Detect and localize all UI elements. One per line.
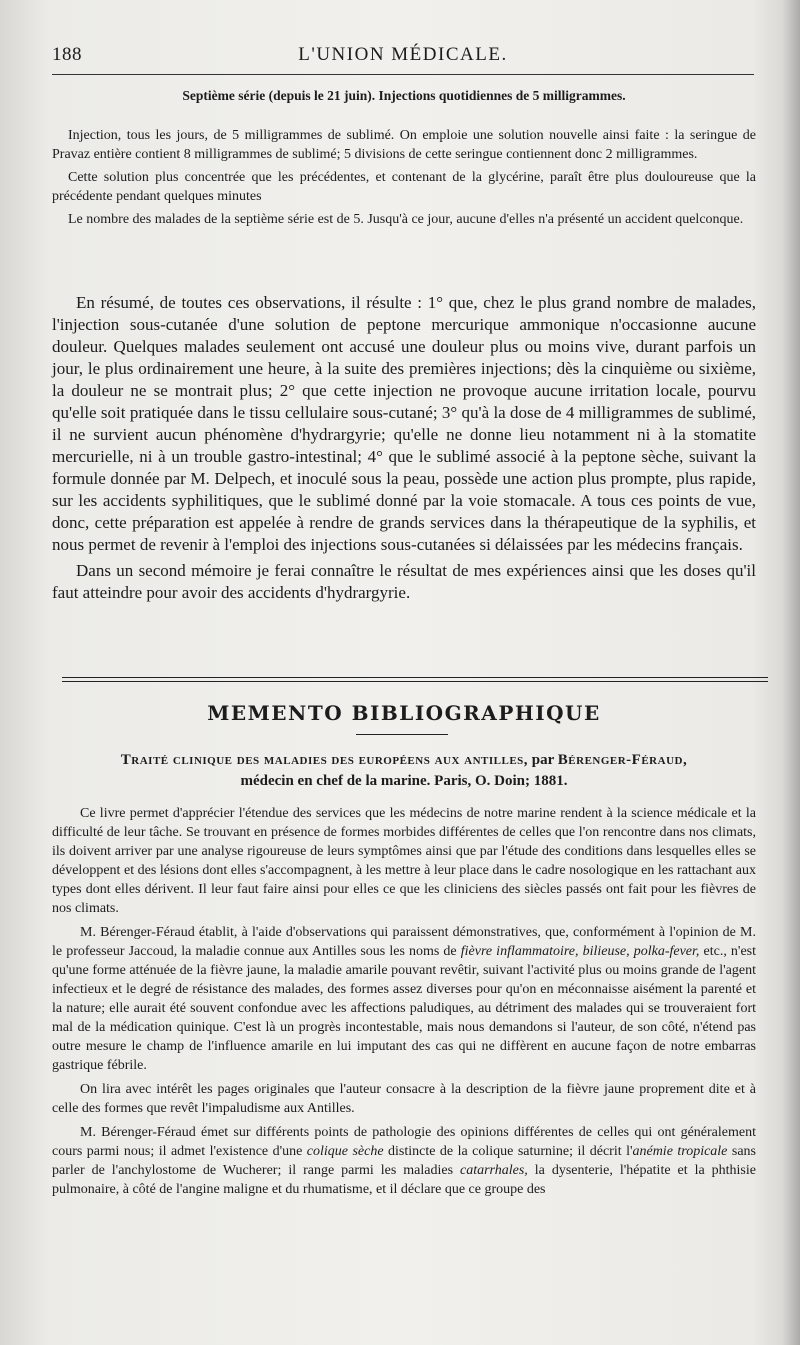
section-title: MEMENTO BIBLIOGRAPHIQUE <box>207 701 601 725</box>
series-paragraph-3: Le nombre des malades de la septième série est de 5. Jusqu'à ce jour, aucune d'elles n'a présenté un accident quelconque. <box>68 212 744 227</box>
review-p4-text-c: sans parler de l'anchylostome de Wucherer; il range parmi les maladies <box>52 1144 756 1178</box>
page-number: 188 <box>52 44 82 65</box>
review-paragraph-4 <box>52 1123 756 1199</box>
series-section <box>52 126 756 233</box>
review-p4-text-a: M. Bérenger-Féraud émet sur différents points de pathologie des opinions différentes de celles qui ont généralement cours parmi nous; il admet l'existence d'une <box>52 1125 756 1159</box>
header-rule <box>52 74 754 75</box>
review-p4-text-d: la dysenterie, l'hépatite et la phthisie pulmonaire, à côté de l'angine maligne et du rhumatisme, et il déclare que ce groupe des <box>52 1163 756 1197</box>
review-p4-italic-1: colique sèche <box>306 1144 384 1159</box>
review-paragraph-1: Ce livre permet d'apprécier l'étendue des services que les médecins de notre marine rendent à la science médicale et la difficulté de leur tâche. Se trouvant en présence de formes morbides différentes de celles que l'on rencontre dans nos climats, ils doivent arriver par une analyse rigoureuse de leurs symptômes ainsi que par l'étude des conditions dans lesquelles elles se développent et des lésions dont elles s'accompagnent, à les mettre à leur place dans le cadre nosologique en les rattachant aux types dont elles dérivent. Il leur faut faire ainsi pour elles ce que les cliniciens des siècles passés ont fait pour les fièvres de nos climats. <box>52 806 756 916</box>
series-paragraph-2: Cette solution plus concentrée que les précédentes, et contenant de la glycérine, paraît être plus douloureuse que la précédente pendant quelques minutes <box>52 170 756 204</box>
review-p2-text-b: etc., n'est qu'une forme atténuée de la fièvre jaune, la maladie amarile pouvant revêtir, suivant l'activité plus ou moins grande de l'agent infectieux et le degré de résistance des malades, des formes assez diverses pour qu'on en méconnaisse aisément la parenté et la nature; elle aurait été souvent confondue avec les affections paludiques, au détriment des malades qui se trouveraient fort mal de la médication quinique. C'est là un progrès incontestable, mais nous demandons si l'auteur, de son côté, n'étend pas outre mesure le champ de l'influence amarile en lui imputant des cas qui ne diffèrent en aucune façon de notre embarras gastrique fébrile. <box>52 944 756 1073</box>
book-author: Bérenger-Féraud, <box>557 752 688 768</box>
book-citation <box>52 750 756 792</box>
review-p4-italic-3: catarrhales, <box>459 1163 528 1178</box>
citation-by: par <box>531 752 555 768</box>
page-edge-shadow <box>782 0 800 1345</box>
running-header <box>52 40 754 70</box>
summary-paragraph-2: Dans un second mémoire je ferai connaître le résultat de mes expériences ainsi que les doses qu'il faut atteindre pour avoir des accidents d'hydrargyrie. <box>52 561 756 602</box>
series-paragraph-1: Injection, tous les jours, de 5 milligrammes de sublimé. On emploie une solution nouvelle ainsi faite : la seringue de Pravaz entière contient 8 milligrammes de sublimé; 5 divisions de cette seringue contiennent donc 2 milligrammes. <box>52 128 756 162</box>
review-p4-text-b: distincte de la colique saturnine; il décrit l' <box>383 1144 633 1159</box>
book-publication: médecin en chef de la marine. Paris, O. Doin; 1881. <box>240 773 568 789</box>
review-p2-italic: fièvre inflammatoire, bilieuse, polka-fever, <box>460 944 700 959</box>
review-p4-italic-2: anémie tropicale <box>632 1144 728 1159</box>
book-review <box>52 804 756 1204</box>
section-divider <box>62 677 768 682</box>
review-paragraph-3: On lira avec intérêt les pages originales que l'auteur consacre à la description de la fièvre jaune proprement dite et à celle des formes que revêt l'impaludisme aux Antilles. <box>52 1082 756 1116</box>
running-title: L'UNION MÉDICALE. <box>298 44 508 65</box>
review-paragraph-2 <box>52 923 756 1075</box>
section-title-rule <box>356 734 448 735</box>
summary-paragraph-1: En résumé, de toutes ces observations, il résulte : 1° que, chez le plus grand nombre de malades, l'injection sous-cutanée d'une solution de peptone mercurique ammonique n'occasionne aucune douleur. Quelques malades seulement ont accusé une douleur plus ou moins vive, durant parfois un jour, le plus ordinairement une heure, à la suite des premières injections; dès la cinquième ou sixième, la douleur ne se montrait plus; 2° que cette injection ne provoque aucune irritation locale, pourvu qu'elle soit pratiquée dans le tissu cellulaire sous-cutané; 3° qu'à la dose de 4 milligrammes de sublimé, il ne survient aucun phénomène d'hydrargyrie; qu'elle ne donne lieu notamment ni à la stomatite mercurielle, ni à un trouble gastro-intestinal; 4° que le sublimé associé à la peptone sèche, suivant la formule donnée par M. Delpech, et inoculé sous la peau, possède une action plus prompte, plus rapide, sur les accidents syphilitiques, que le sublimé donné par la voie stomacale. A tous ces points de vue, donc, cette préparation est appelée à rendre de grands services dans la thérapeutique de la syphilis, et nous permet de revenir à l'emploi des injections sous-cutanées si délaissées par les médecins français. <box>52 293 756 554</box>
series-heading: Septième série (depuis le 21 juin). Injections quotidiennes de 5 milligrammes. <box>182 88 626 103</box>
book-title: Traité clinique des maladies des européens aux antilles, <box>120 752 529 768</box>
review-p2-text-a: M. Bérenger-Féraud établit, à l'aide d'observations qui paraissent démonstratives, que, conformément à l'opinion de M. le professeur Jaccoud, la maladie connue aux Antilles sous les noms de <box>52 925 756 959</box>
summary-section <box>52 292 756 608</box>
